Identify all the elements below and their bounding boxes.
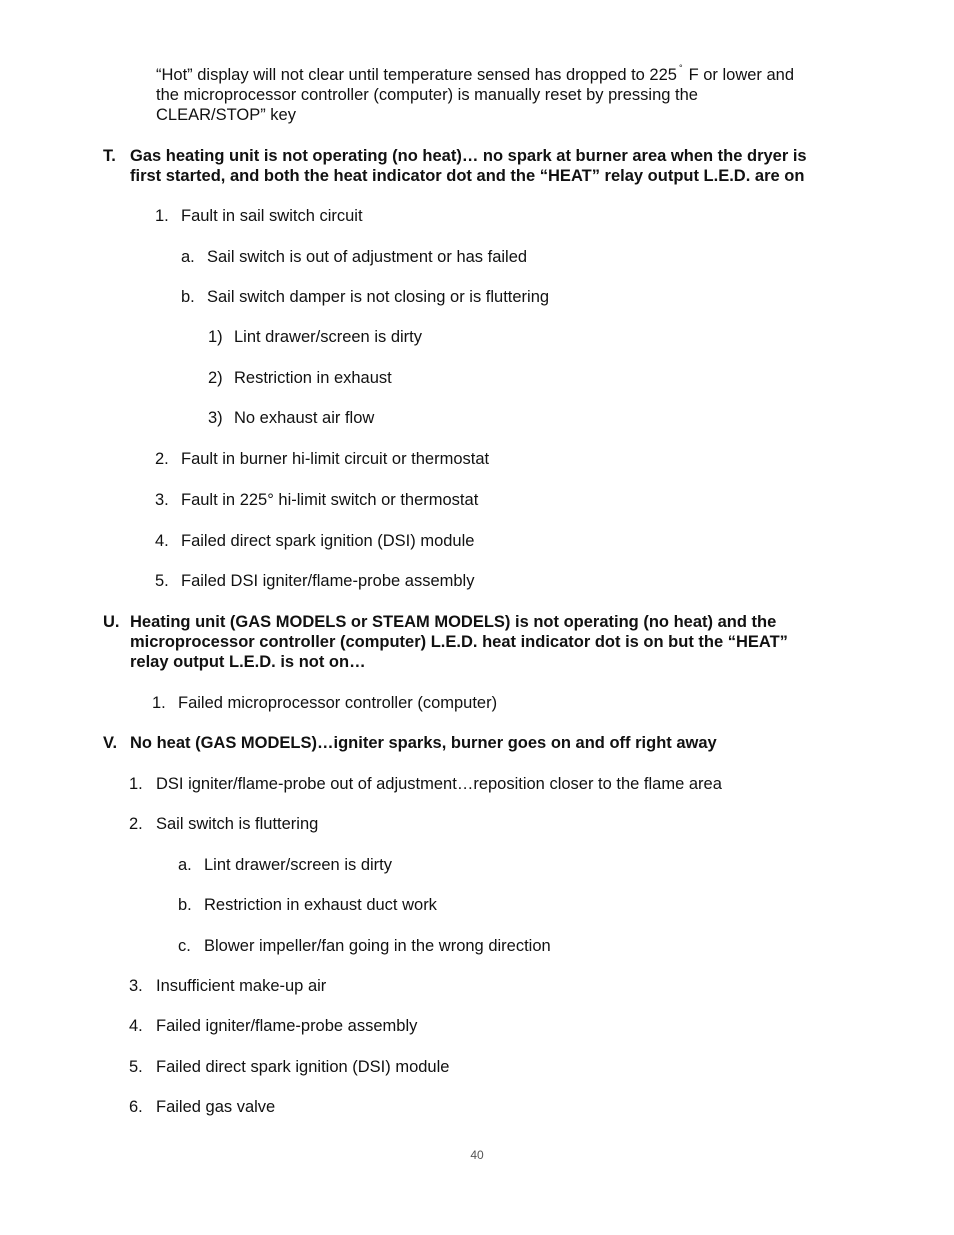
list-item-marker: 1. (129, 775, 143, 793)
intro-line-3: CLEAR/STOP” key (156, 106, 296, 124)
list-item-marker: a. (178, 856, 192, 874)
list-item: Lint drawer/screen is dirty (234, 328, 422, 346)
list-item-marker: 4. (129, 1017, 143, 1035)
list-item: Failed gas valve (156, 1098, 276, 1116)
section-t-marker: T. (103, 147, 116, 165)
list-item: Lint drawer/screen is dirty (204, 856, 392, 874)
section-u-heading-line-3: relay output L.E.D. is not on… (130, 653, 366, 671)
list-item: Failed igniter/flame-probe assembly (156, 1017, 418, 1035)
list-item-marker: 1) (208, 328, 223, 346)
list-item-marker: 2) (208, 369, 223, 387)
list-item: Fault in burner hi-limit circuit or thermostat (181, 450, 490, 468)
list-item-marker: a. (181, 248, 195, 266)
intro-line-1 (156, 65, 794, 87)
list-item-marker: c. (178, 937, 191, 955)
list-item: Fault in sail switch circuit (181, 207, 363, 225)
list-item: Failed direct spark ignition (DSI) module (156, 1058, 450, 1076)
list-item-marker: 5. (129, 1058, 143, 1076)
list-item-marker: 3. (129, 977, 143, 995)
list-item: Restriction in exhaust (234, 369, 392, 387)
intro-text-pre: “Hot” display will not clear until temperature sensed has dropped to 225 (156, 66, 677, 84)
intro-text-post: F or lower and (688, 66, 795, 84)
list-item: Failed microprocessor controller (computer) (178, 694, 498, 712)
list-item: Sail switch is fluttering (156, 815, 319, 833)
list-item: DSI igniter/flame-probe out of adjustment…reposition closer to the flame area (156, 775, 722, 793)
intro-line-2: the microprocessor controller (computer) is manually reset by pressing the (156, 86, 698, 104)
list-item: Failed DSI igniter/flame-probe assembly (181, 572, 475, 590)
list-item: Blower impeller/fan going in the wrong direction (204, 937, 551, 955)
section-u-heading-line-1: Heating unit (GAS MODELS or STEAM MODELS) is not operating (no heat) and the (130, 613, 777, 631)
list-item-marker: 1. (152, 694, 166, 712)
list-item: No exhaust air flow (234, 409, 375, 427)
list-item: Restriction in exhaust duct work (204, 896, 437, 914)
list-item: Failed direct spark ignition (DSI) module (181, 532, 475, 550)
list-item: Fault in 225° hi-limit switch or thermostat (181, 491, 479, 509)
list-item-marker: 1. (155, 207, 169, 225)
section-t-heading-line-1: Gas heating unit is not operating (no heat)… no spark at burner area when the dryer is (130, 147, 807, 165)
section-v-marker: V. (103, 734, 118, 752)
section-u-heading-line-2: microprocessor controller (computer) L.E.D. heat indicator dot is on but the “HEAT” (130, 633, 788, 651)
list-item-marker: 2. (155, 450, 169, 468)
degree-symbol: ° (678, 63, 683, 73)
list-item-marker: 4. (155, 532, 169, 550)
list-item-marker: b. (181, 288, 195, 306)
list-item-marker: 3. (155, 491, 169, 509)
section-u-marker: U. (103, 613, 120, 631)
list-item-marker: 2. (129, 815, 143, 833)
page-number: 40 (470, 1148, 484, 1162)
section-v-heading-line-1: No heat (GAS MODELS)…igniter sparks, burner goes on and off right away (130, 734, 717, 752)
list-item-marker: 6. (129, 1098, 143, 1116)
list-item-marker: 5. (155, 572, 169, 590)
list-item: Sail switch damper is not closing or is fluttering (207, 288, 550, 306)
list-item: Sail switch is out of adjustment or has failed (207, 248, 528, 266)
section-t-heading-line-2: first started, and both the heat indicator dot and the “HEAT” relay output L.E.D. are on (130, 167, 805, 185)
list-item-marker: b. (178, 896, 192, 914)
list-item-marker: 3) (208, 409, 223, 427)
list-item: Insufficient make-up air (156, 977, 327, 995)
